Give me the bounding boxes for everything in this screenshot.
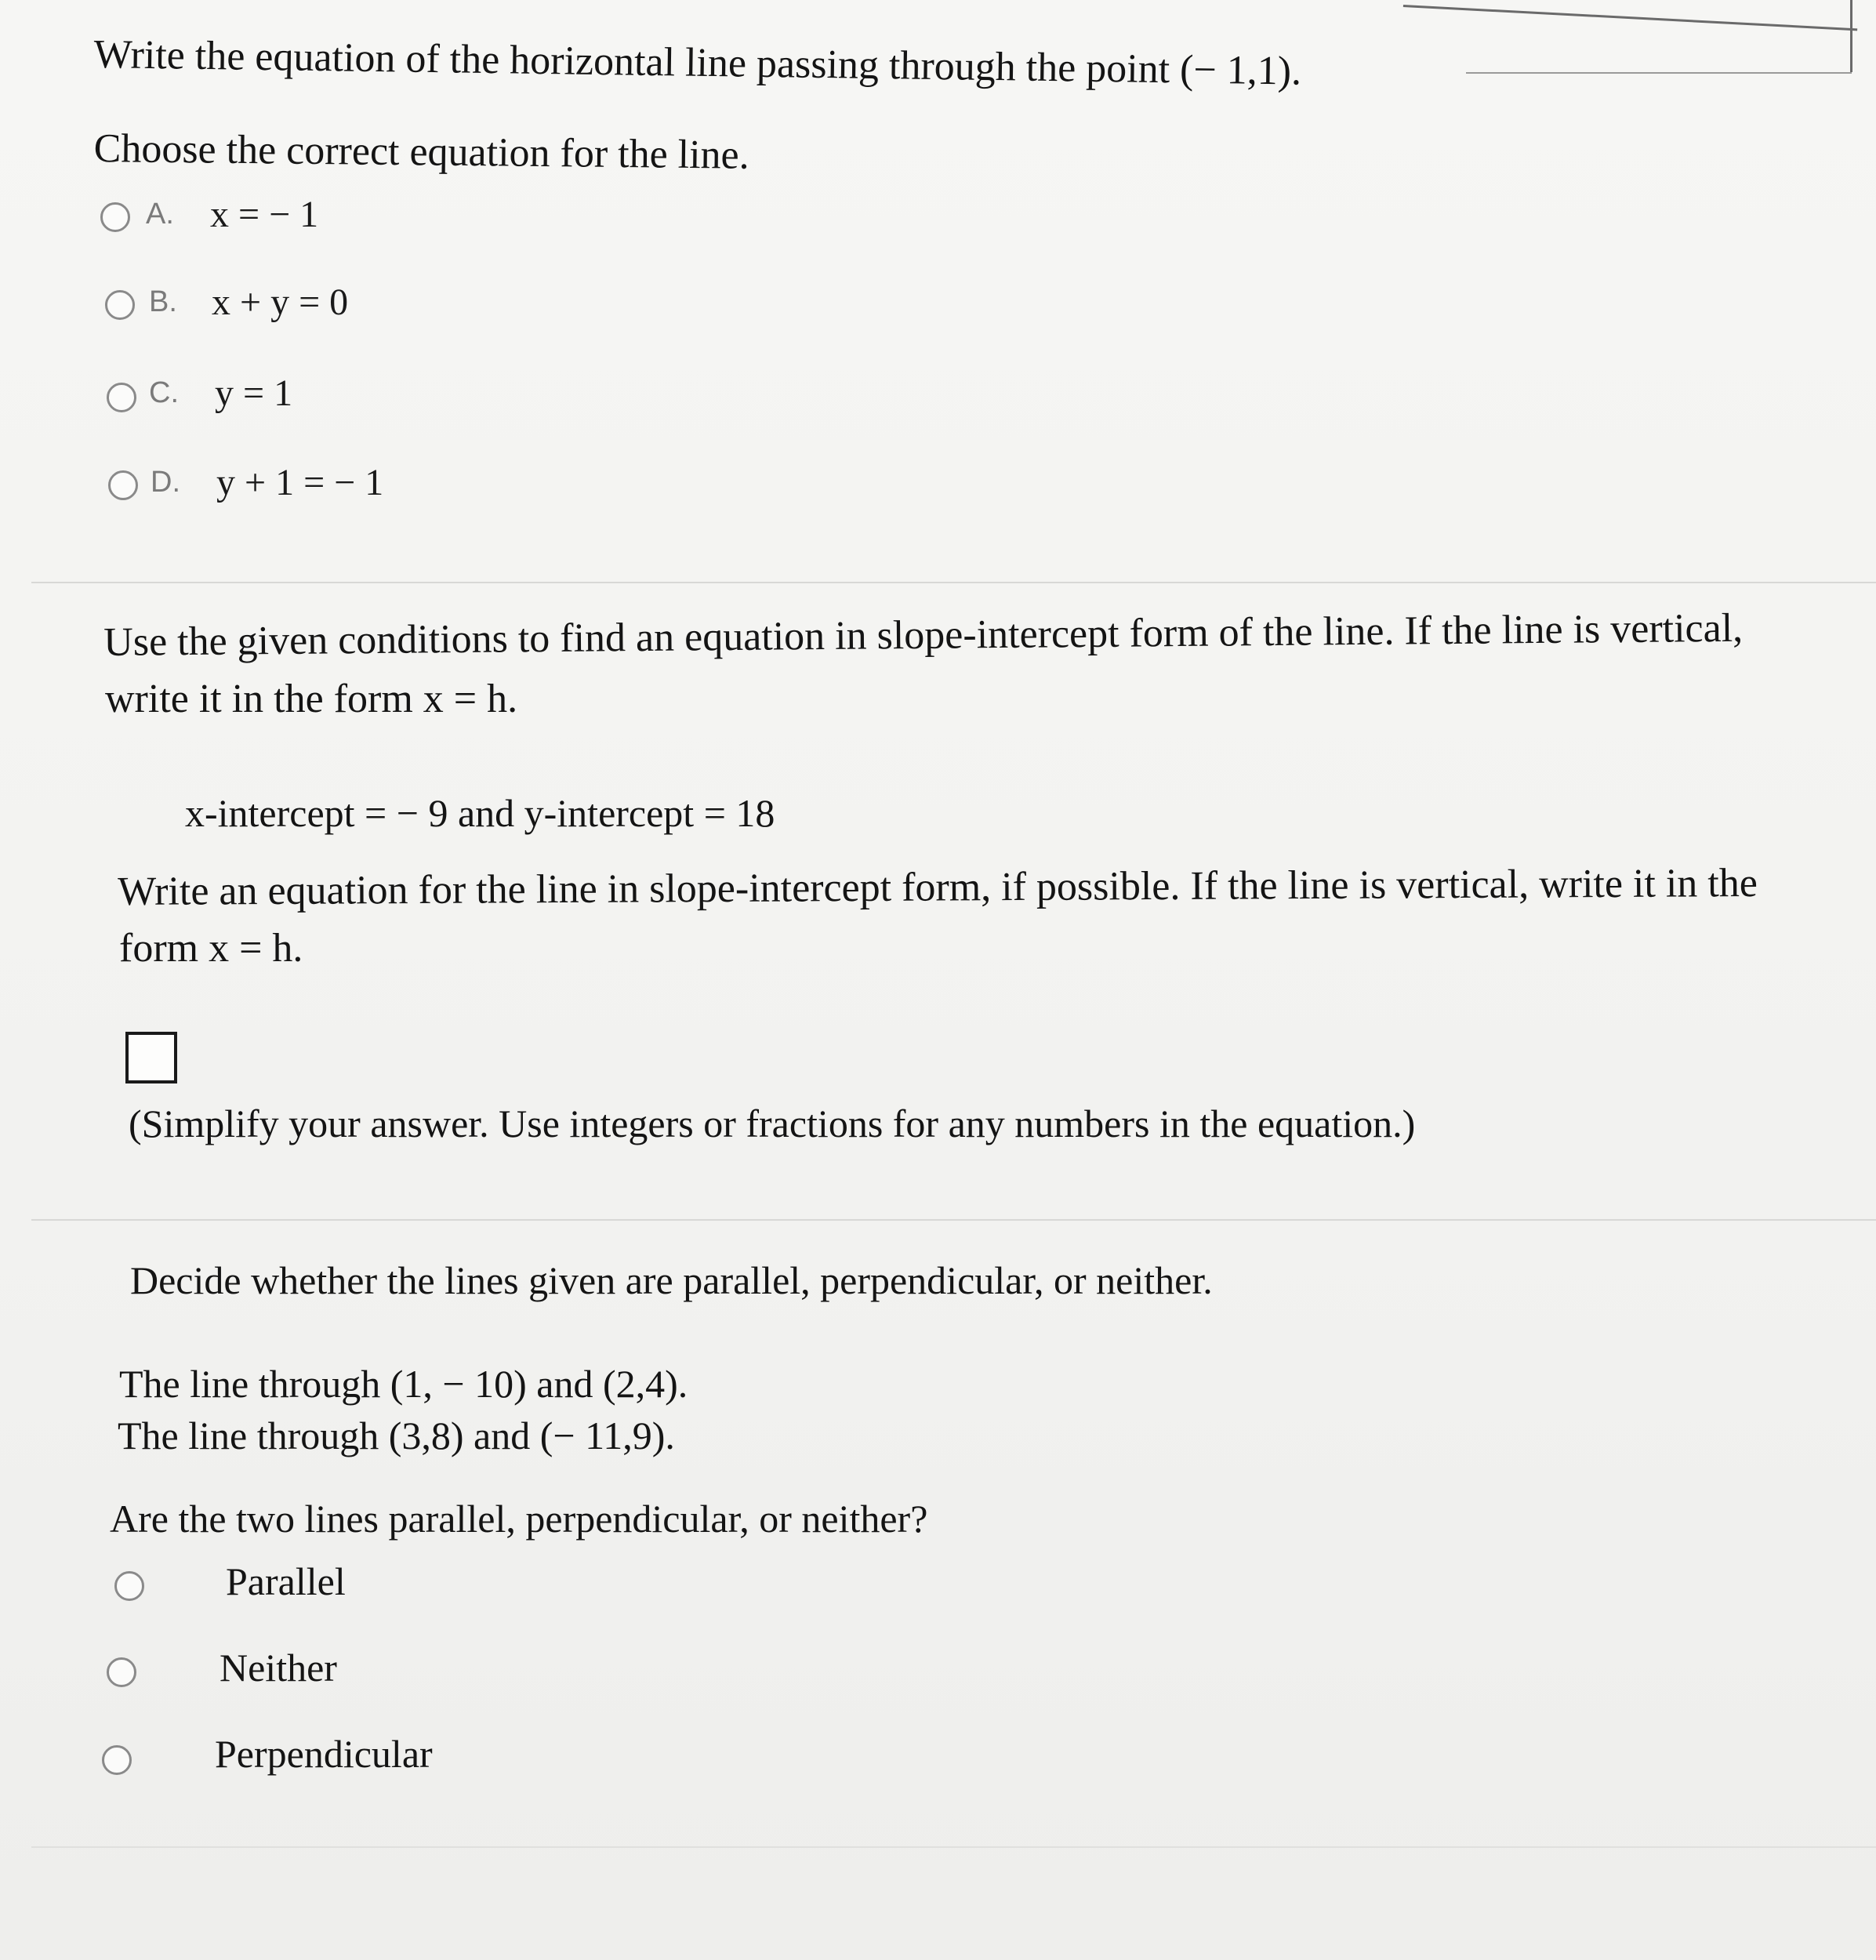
option-letter: C. — [149, 376, 179, 409]
option-letter: A. — [146, 198, 174, 230]
radio-button-a[interactable] — [100, 202, 130, 232]
radio-button-c[interactable] — [107, 383, 136, 412]
option-equation: x = − 1 — [210, 194, 319, 235]
radio-button-b[interactable] — [105, 290, 135, 320]
frame-edge-bottom — [1466, 72, 1852, 74]
q1-prompt: Write the equation of the horizontal line passing through the point (− 1,1). — [93, 31, 1302, 94]
frame-edge-right — [1850, 0, 1852, 72]
radio-button-perpendicular[interactable] — [102, 1745, 132, 1775]
q2-prompt-line-1: Use the given conditions to find an equation in slope-intercept form of the line. If the line is vertical, — [103, 605, 1744, 665]
q3-prompt: Decide whether the lines given are parallel, perpendicular, or neither. — [130, 1258, 1213, 1302]
q2-instruction-line-2: form x = h. — [119, 926, 303, 971]
frame-edge-top — [1403, 5, 1857, 31]
q2-given-conditions: x-intercept = − 9 and y-intercept = 18 — [185, 791, 775, 835]
radio-button-parallel[interactable] — [114, 1571, 144, 1601]
section-divider — [31, 582, 1876, 583]
q2-prompt-line-2: write it in the form x = h. — [105, 677, 518, 721]
section-divider — [31, 1219, 1876, 1221]
q3-line-2: The line through (3,8) and (− 11,9). — [118, 1414, 675, 1457]
option-equation: y + 1 = − 1 — [216, 462, 384, 503]
option-equation: y = 1 — [215, 372, 293, 414]
q3-line-1: The line through (1, − 10) and (2,4). — [119, 1362, 688, 1406]
section-divider — [31, 1846, 1876, 1848]
answer-input-box[interactable] — [125, 1032, 177, 1083]
option-label: Parallel — [226, 1559, 346, 1603]
option-label: Perpendicular — [215, 1732, 433, 1776]
option-letter: B. — [149, 285, 177, 318]
q1-instruction: Choose the correct equation for the line. — [93, 125, 749, 178]
option-letter: D. — [151, 466, 180, 499]
option-equation: x + y = 0 — [212, 281, 349, 323]
q2-instruction-line-1: Write an equation for the line in slope-intercept form, if possible. If the line is vertical, write it in the — [118, 861, 1758, 914]
q2-hint: (Simplify your answer. Use integers or fractions for any numbers in the equation.) — [129, 1102, 1416, 1145]
radio-button-d[interactable] — [108, 470, 138, 500]
option-label: Neither — [220, 1646, 337, 1690]
q3-question: Are the two lines parallel, perpendicular, or neither? — [110, 1497, 928, 1541]
radio-button-neither[interactable] — [107, 1657, 136, 1687]
